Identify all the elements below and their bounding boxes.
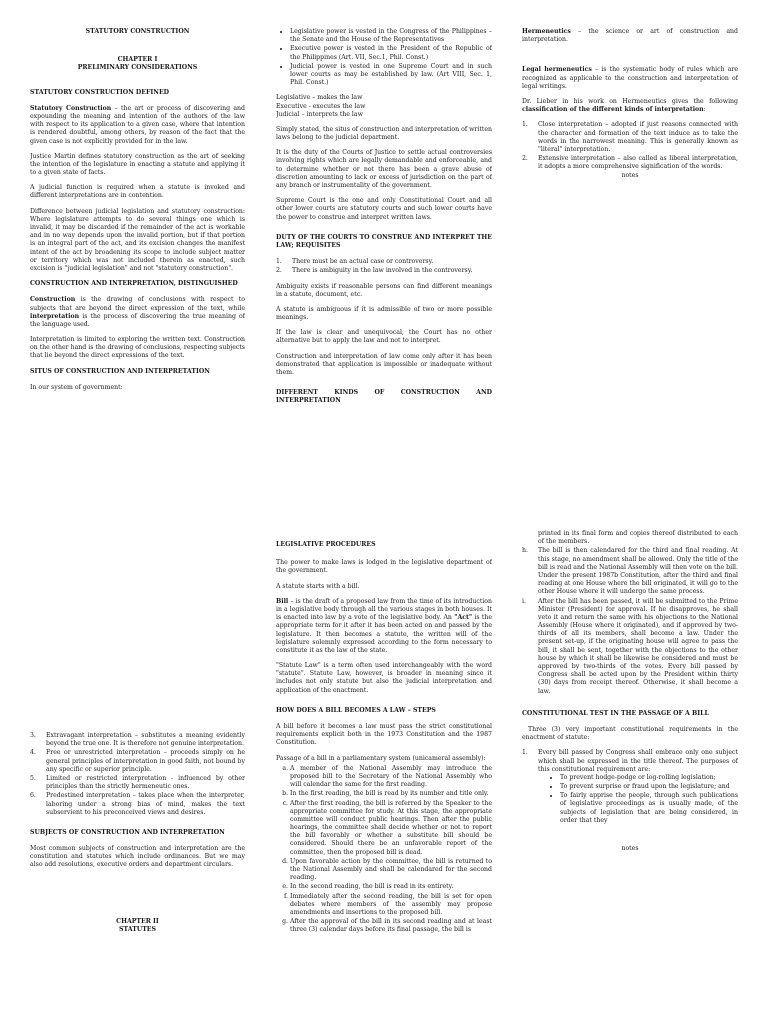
- list-item: [276, 267, 492, 275]
- paragraph: Interpretation is limited to exploring the written text. Construction on the other hand is the drawing of conclusions, respecting subjects that lie beyond the direct expressions of the text.: [30, 336, 245, 360]
- paragraph: [276, 598, 492, 655]
- list-item: • To fairly apprise the people, through such publications of legislative proceedings as is usually made, of the subjects of legislation that are being considered, in order that they: [560, 792, 738, 825]
- section-heading: LEGISLATIVE PROCEDURES: [276, 541, 376, 548]
- list-item: • Judicial power is vested in one Supreme Court and in such lower courts as may be established by law. (Art VIII, Sec. 1, Phil. Const.): [290, 63, 492, 88]
- list-item: g. After the approval of the bill in its second reading and at least three (3) calendar days before its final passage, the bill is: [290, 918, 492, 934]
- paragraph: Simply stated, the situs of construction and interpretation of written laws belong to the judicial department.: [276, 125, 492, 142]
- list-item: [522, 155, 738, 171]
- paragraph: A statute starts with a bill.: [276, 582, 360, 590]
- item-number: 4.: [30, 749, 36, 757]
- paragraph-text: – is the draft of a proposed law from the time of its introduction in a legislative body through all the various stages in both houses. It is enacted into law by a vote of the legislative body. An: [276, 597, 492, 622]
- section-heading: CONSTRUCTION AND INTERPRETATION, DISTINGUISHED: [30, 280, 238, 288]
- column-3-bottom: [522, 530, 738, 1020]
- paragraph-text: is the process of discovering the true meaning of the language used.: [30, 312, 245, 328]
- list-item: • To prevent surprise or fraud upon the legislature; and: [560, 783, 738, 791]
- paragraph: Ambiguity exists if reasonable persons can find different meanings in a statute, document, etc.: [276, 282, 492, 298]
- item-number: 6.: [30, 792, 36, 800]
- item-text: Close interpretation – adopted if just reasons connected with the character and formation of the text induce as to take the words in the narrowest meaning. This is generally known as "literal" interpretation.: [538, 121, 738, 153]
- paragraph: The power to make laws is lodged in the legislative department of the government.: [276, 559, 492, 575]
- item-number: 2.: [522, 155, 528, 163]
- list-item: [522, 547, 738, 596]
- section-heading: SUBJECTS OF CONSTRUCTION AND INTERPRETATION: [30, 828, 225, 836]
- list-item: a. A member of the National Assembly may introduce the proposed bill to the Secretary of the National Assembly who will calendar the same for the first reading.: [290, 765, 492, 790]
- paragraph: Difference between judicial legislation and statutory construction: Where legislature attempts to do several things one which is invalid, it may be discarded if the remainder of the act is workable and in no way depends upon the invalid portion, but if that portion is an integral part of the act, and its excision changes the manifest intent of the act by broadening its scope to include subject matter or territory which was not included therein as enacted, such excision is "judicial legislation" and not "statutory construction".: [30, 207, 245, 272]
- paragraph: Passage of a bill in a parliamentary system (unicameral assembly):: [276, 754, 486, 762]
- list-item: d. Upon favorable action by the committee, the bill is returned to the National Assembly and shall be calendared for the second reading.: [290, 858, 492, 883]
- list-line: Legislative – makes the law: [276, 94, 363, 102]
- item-number: 5.: [30, 774, 36, 782]
- paragraph: Justice Martin defines statutory construction as the art of seeking the intention of the legislature in enacting a statute and applying it to a given state of facts.: [30, 152, 245, 177]
- item-number: 3.: [30, 732, 36, 739]
- paragraph: Construction and interpretation of law come only after it has been demonstrated that application is impossible or inadequate without them.: [276, 352, 492, 376]
- item-text: Limited or restricted interpretation - influenced by other principles than the strictly hermeneutic ones.: [46, 774, 245, 791]
- requisites-list: [276, 258, 492, 275]
- branch-list: [276, 94, 492, 119]
- item-text: Extensive interpretation – also called as liberal interpretation, it adopts a more comprehensive signification of the words.: [538, 155, 738, 171]
- list-item: [522, 749, 738, 825]
- item-text: Free or unrestricted interpretation – proceeds simply on he general principles of interpretation in good faith, not bound by any specific or superior principle.: [46, 749, 245, 773]
- section-heading: CONSTITUTIONAL TEST IN THE PASSAGE OF A BILL: [522, 709, 709, 717]
- list-item-continued: printed in its final form and copies thereof distributed to each of the members.: [538, 530, 738, 546]
- list-item: [30, 792, 245, 817]
- list-item: [276, 258, 492, 266]
- emphasis: classification of the different kinds of interpretation: [522, 106, 704, 114]
- defined-term: interpretation: [30, 312, 80, 320]
- chapter-subtitle: PRELIMINARY CONSIDERATIONS: [77, 64, 198, 72]
- paragraph-text: :: [703, 106, 706, 114]
- paragraph: [522, 98, 738, 114]
- purpose-list: [538, 774, 738, 825]
- list-item: f. Immediately after the second reading, the bill is set for open debates where members of the assembly may propose amendments and insertions to the proposed bill.: [290, 893, 492, 918]
- list-item: • Executive power is vested in the President of the Republic of the Philippines (Art. VII, Sec.1, Phil. Const.): [290, 45, 492, 61]
- item-text: Predestined interpretation – takes place when the interpreter, laboring under a strong bias of mind, makes the text subservient to his preconceived views and desires.: [46, 792, 245, 816]
- paragraph-text: is the drawing of conclusions with respect to subjects that are beyond the direct expression of the text, while: [30, 296, 245, 312]
- column-2-bottom: [276, 541, 492, 1021]
- item-text: Every bill passed by Congress shall embrace only one subject which shall be expressed in the title thereof. The purposes of this constitutional requirement are:: [538, 749, 738, 773]
- steps-list-continued: [522, 547, 738, 695]
- paragraph: A bill before it becomes a law must pass the strict constitutional requirements explicit both in the 1973 Constitution and the 1987 Constitution.: [276, 723, 492, 747]
- chapter-heading: CHAPTER II: [116, 917, 159, 925]
- section-heading: SITUS OF CONSTRUCTION AND INTERPRETATION: [30, 367, 210, 375]
- paragraph-text: – is the systematic body of rules which are recognized as applicable to the construction and interpretation of legal writings.: [522, 66, 738, 90]
- paragraph: A statute is ambiguous if it is admissible of two or more possible meanings.: [276, 305, 492, 322]
- list-item: • To prevent hodge-podge or log-rolling legislation;: [560, 774, 738, 782]
- paragraph-text: is the appropriate term for it after it has been acted on and passed by the legislature. It then becomes a statute, the written will of the legislature solemnly expressed according to the form necessary to constitute it as the law of the state.: [276, 614, 492, 654]
- section-heading: DUTY OF THE COURTS TO CONSTRUE AND INTERPRET THE LAW; REQUISITES: [276, 233, 492, 249]
- notes-label: notes: [621, 845, 639, 852]
- column-3-top: [522, 28, 738, 498]
- column-1-top: [30, 28, 245, 498]
- paragraph: [522, 66, 738, 91]
- list-item: [30, 732, 245, 748]
- paragraph: If the law is clear and unequivocal, the Court has no other alternative but to apply the law and not to interpret.: [276, 329, 492, 345]
- item-text: The bill is then calendared for the third and final reading. At this stage, no amendment shall be allowed. Only the title of the bill is read and the National Assembly will then vote on the bill. Under the present 1987b Constitution, after the third and final reading at one House where the bill originated, it will go to the other House where it will undergo the same process.: [538, 547, 738, 596]
- item-number: i.: [522, 597, 526, 605]
- list-item: [522, 121, 738, 154]
- defined-term: Legal hermeneutics: [522, 66, 592, 74]
- defined-term: Bill: [276, 597, 289, 605]
- section-heading: HOW DOES A BILL BECOMES A LAW – STEPS: [276, 706, 436, 714]
- list-item: [522, 598, 738, 696]
- paragraph: [30, 296, 245, 329]
- paragraph: Supreme Court is the one and only Constitutional Court and all other lower courts are statutory courts and such lower courts have the power to construe and interpret written laws.: [276, 197, 492, 221]
- classification-list-continued: [30, 732, 245, 817]
- item-text: There must be an actual case or controversy.: [292, 258, 434, 266]
- paragraph-text: – the art or process of discovering and expounding the meaning and intention of the authors of the law with respect to its application to a given case, where that intention is rendered doubtful, among others, by reason of the fact that the given case is not explicitly provided for in the law.: [30, 104, 245, 145]
- defined-term: Construction: [30, 296, 76, 304]
- paragraph: It is the duty of the Courts of Justice to settle actual controversies involving rights which are legally demandable and enforceable, and to determine whether or not there has been a grave abuse of discretion amounting to lack or excess of jurisdiction on the part of any branch or instrumentality of the government.: [276, 149, 492, 189]
- item-number: 1.: [522, 121, 528, 129]
- paragraph-text: – the science or art of construction and interpretation.: [522, 28, 738, 44]
- list-line: Executive - executes the law: [276, 102, 366, 110]
- list-item: [30, 775, 245, 791]
- document-title: STATUTORY CONSTRUCTION: [85, 28, 190, 35]
- list-line: Judicial – interprets the law: [276, 110, 363, 118]
- list-item: e. In the second reading, the bill is read in its entirety.: [290, 883, 492, 891]
- item-number: 2.: [276, 267, 282, 275]
- chapter-subtitle: STATUTES: [119, 925, 156, 933]
- list-item: • Legislative power is vested in the Congress of the Philippines – the Senate and the House of the Representatives: [290, 28, 492, 44]
- paragraph: "Statute Law" is a term often used interchangeably with the word "statute". Statute Law, however, is broader in meaning since it includes not only statute but also the judicial interpretation and application of the enactment.: [276, 662, 492, 694]
- paragraph: [522, 28, 738, 44]
- paragraph: [30, 105, 245, 146]
- steps-list: [276, 765, 492, 935]
- defined-term: "Act": [454, 614, 473, 622]
- item-number: h.: [522, 547, 528, 555]
- column-1-bottom: [30, 732, 245, 1022]
- list-item: b. In the first reading, the bill is read by its number and title only.: [290, 790, 492, 798]
- bullet-list: [276, 28, 492, 87]
- defined-term: Statutory Construction: [30, 104, 112, 112]
- paragraph: Three (3) very important constitutional requirements in the enactment of statute:: [522, 725, 738, 742]
- paragraph: In our system of government:: [30, 383, 123, 391]
- paragraph: Most common subjects of construction and interpretation are the constitution and statutes which include ordinances. But we may also add resolutions, executive orders and department circulars.: [30, 845, 245, 869]
- defined-term: Hermeneutics: [522, 28, 571, 35]
- chapter-heading: CHAPTER I: [117, 56, 158, 64]
- column-2-top: [276, 28, 492, 498]
- item-text: Extravagant interpretation – substitutes a meaning evidently beyond the true one. It is therefore not genuine interpretation.: [46, 732, 245, 748]
- section-heading: STATUTORY CONSTRUCTION DEFINED: [30, 88, 170, 96]
- notes-label: notes: [621, 172, 639, 180]
- item-number: 1.: [522, 749, 528, 757]
- paragraph-text: Dr. Lieber in his work on Hermeneutics gives the following: [522, 97, 738, 105]
- section-heading: DIFFERENT KINDS OF CONSTRUCTION AND INTERPRETATION: [276, 389, 492, 405]
- classification-list: [522, 121, 738, 171]
- item-text: After the bill has been passed, it will be submitted to the Prime Minister (President) for approval. If he disapproves, he shall veto it and return the same with his objections to the National Assembly (House where it originated), and if approved by two-thirds of all its members, shall become a law. Under the present set-up, if the originating house will agree to pass the bill, it shall be sent, together with the objections to the other house by which it shall be likewise be considered and must be approved by two-thirds of the votes. Every bill passed by Congress shall be acted upon by the President within thirty (30) days from receipt thereof. Otherwise, it shall become a law.: [538, 597, 738, 695]
- list-item: [30, 749, 245, 774]
- item-number: 1.: [276, 258, 282, 266]
- paragraph: A judicial function is required when a statute is invoked and different interpretations are in contention.: [30, 184, 245, 200]
- item-text: There is ambiguity in the law involved in the controversy.: [292, 267, 473, 275]
- list-item: c. After the first reading, the bill is referred by the Speaker to the appropriate committee for study. At this stage, the appropriate committee will conduct public hearings. Then after the public hearings, the committee shall decide whether or not to report the bill favorably or whether a substitute bill should be considered. Should there be an unfavorable report of the committee, then the proposed bill is dead.: [290, 800, 492, 857]
